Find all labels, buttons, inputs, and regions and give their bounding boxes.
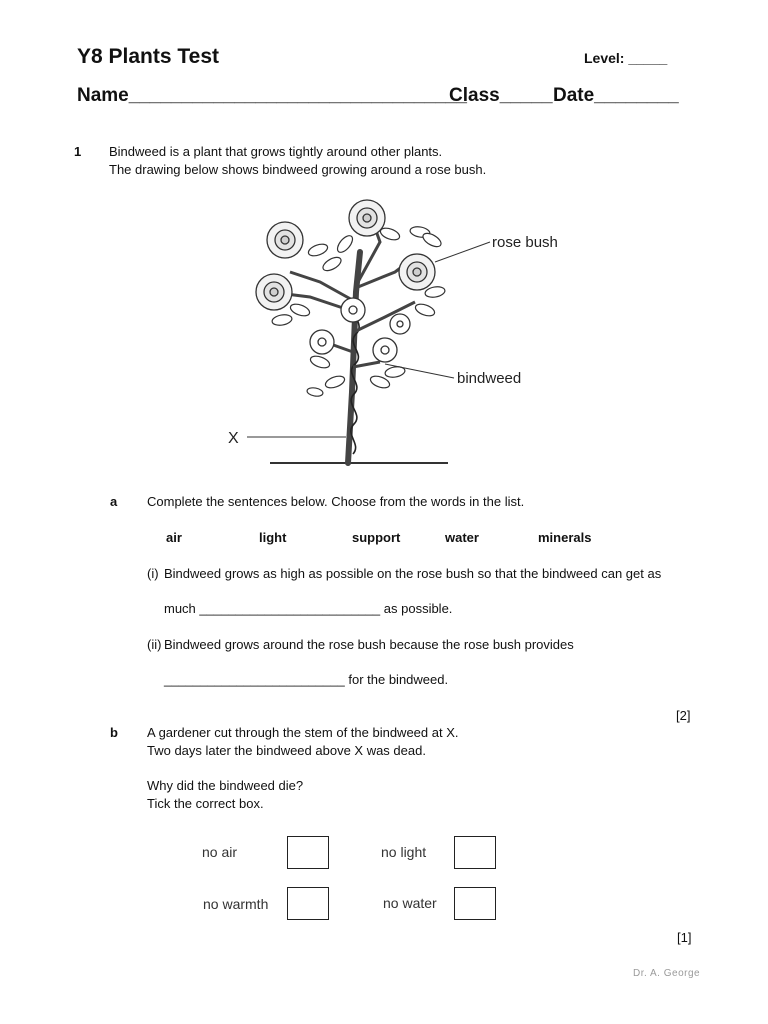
part-b-marks: [1] bbox=[677, 930, 692, 945]
part-a-i-label: (i) bbox=[147, 566, 159, 581]
name-field: Name________________________________ bbox=[77, 85, 467, 106]
class-field: Class_____ bbox=[449, 85, 553, 106]
date-field: Date________ bbox=[553, 85, 679, 106]
part-a-letter: a bbox=[110, 494, 118, 509]
part-a-ii-text: Bindweed grows around the rose bush because the rose bush provides bbox=[164, 637, 574, 652]
bindweed-label: bindweed bbox=[457, 370, 522, 387]
option-no-warmth-checkbox[interactable] bbox=[287, 887, 329, 920]
word-list-item: air bbox=[166, 530, 182, 545]
part-a-i-answer-line[interactable]: much _________________________ as possible. bbox=[164, 601, 453, 616]
option-no-air-checkbox[interactable] bbox=[287, 836, 329, 869]
page-title: Y8 Plants Test bbox=[77, 45, 219, 68]
option-no-air-label: no air bbox=[202, 844, 238, 860]
part-a-ii-label: (ii) bbox=[147, 637, 162, 652]
part-a-ii-answer-line[interactable]: _________________________ for the bindweed. bbox=[164, 672, 449, 687]
option-no-light-label: no light bbox=[381, 844, 427, 860]
part-a-marks: [2] bbox=[676, 708, 691, 723]
author-footer: Dr. A. George bbox=[633, 968, 701, 979]
word-list-item: light bbox=[259, 530, 287, 545]
rose-bush-label: rose bush bbox=[492, 234, 558, 251]
part-b-question: Why did the bindweed die? bbox=[147, 778, 304, 793]
part-b-line-2: Two days later the bindweed above X was dead. bbox=[147, 743, 426, 758]
word-list-item: water bbox=[445, 530, 479, 545]
part-b-instruction: Tick the correct box. bbox=[147, 796, 264, 811]
question-number: 1 bbox=[74, 144, 82, 159]
rose-bush-figure bbox=[220, 192, 580, 474]
part-b-letter: b bbox=[110, 725, 118, 740]
word-list-item: minerals bbox=[538, 530, 592, 545]
question-intro-line-1: Bindweed is a plant that grows tightly around other plants. bbox=[109, 144, 443, 159]
part-a-i-text: Bindweed grows as high as possible on the rose bush so that the bindweed can get as bbox=[164, 566, 662, 581]
rose-flowers bbox=[256, 200, 435, 310]
option-no-warmth-label: no warmth bbox=[203, 896, 269, 912]
option-no-light-checkbox[interactable] bbox=[454, 836, 496, 869]
option-no-water-label: no water bbox=[383, 895, 437, 911]
question-intro-line-2: The drawing below shows bindweed growing around a rose bush. bbox=[109, 162, 487, 177]
x-label: X bbox=[228, 430, 239, 447]
level-field: Level: _____ bbox=[584, 50, 668, 66]
part-b-line-1: A gardener cut through the stem of the bindweed at X. bbox=[147, 725, 459, 740]
option-no-water-checkbox[interactable] bbox=[454, 887, 496, 920]
word-list-item: support bbox=[352, 530, 401, 545]
part-a-instruction: Complete the sentences below. Choose from the words in the list. bbox=[147, 494, 525, 509]
